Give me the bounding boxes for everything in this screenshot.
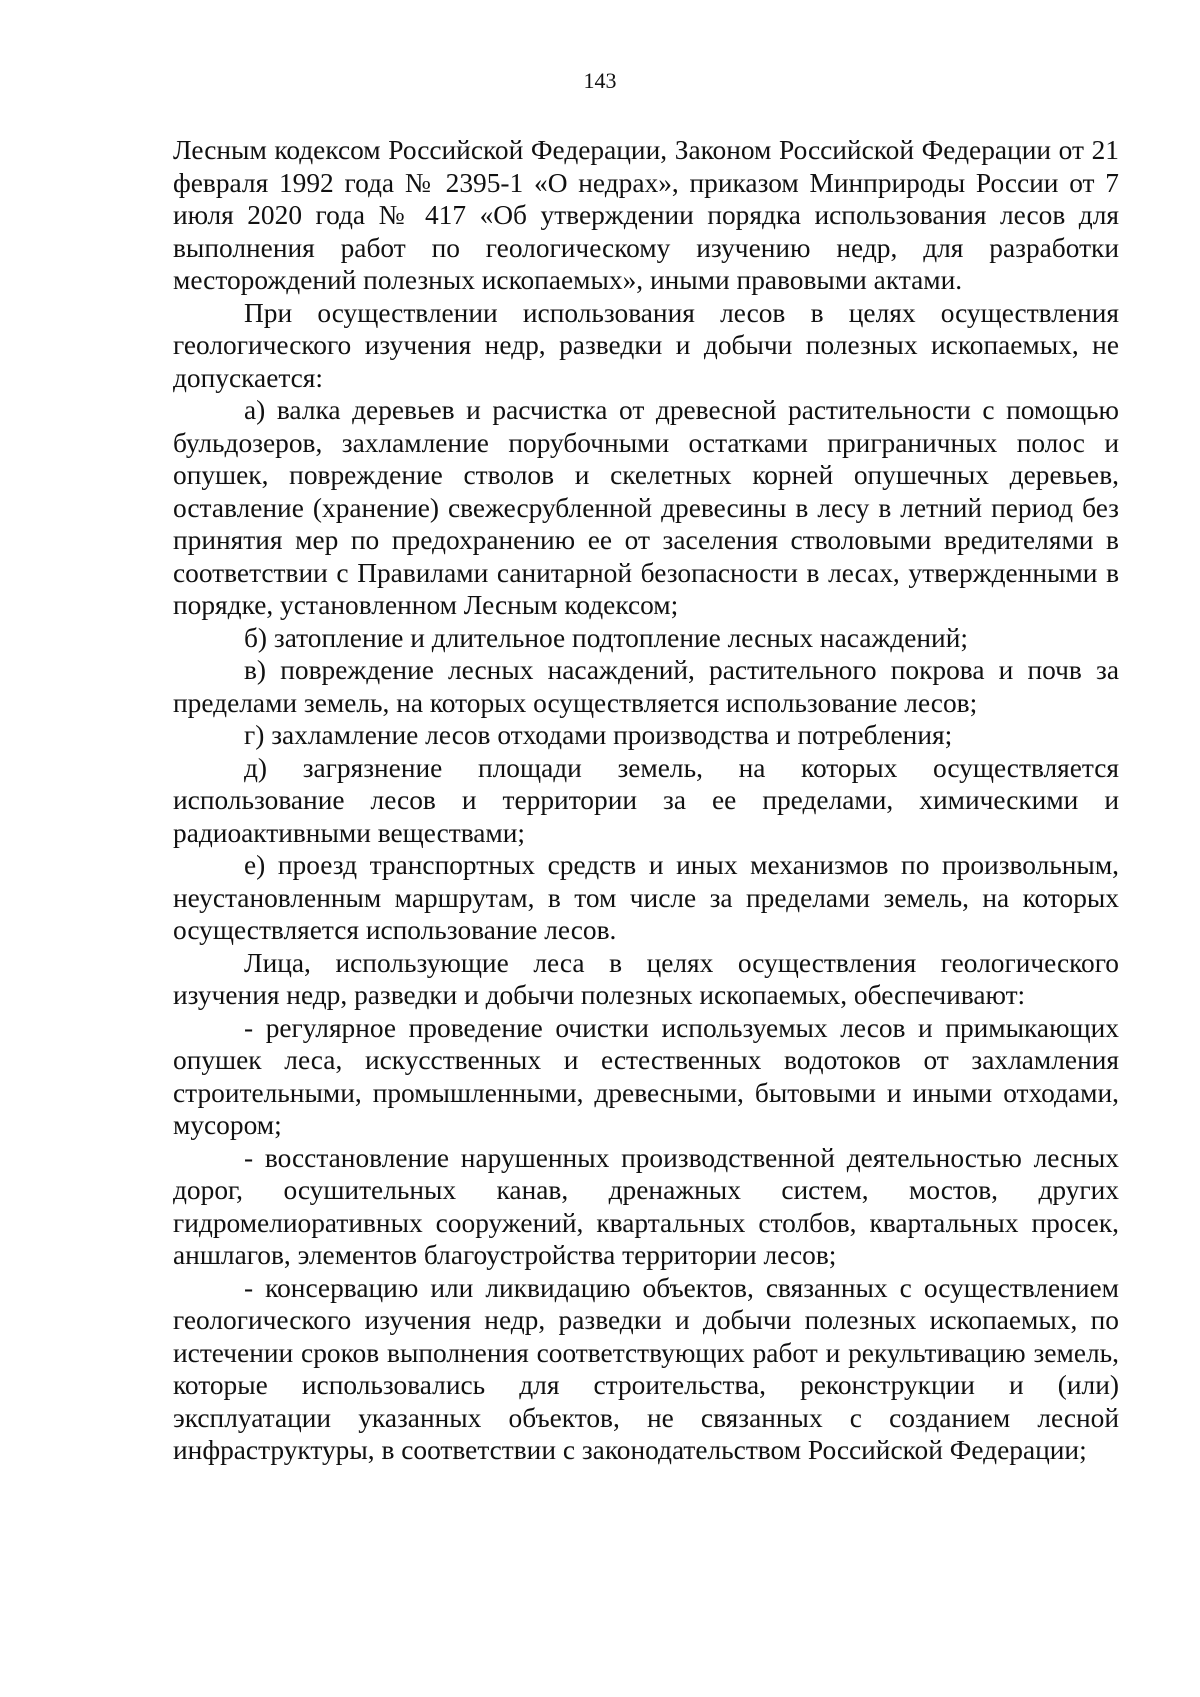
bullet-item-restoration: - восстановление нарушенных производственной деятельностью лесных дорог, осушительных канав, дренажных систем, мостов, других гидромелиоративных сооружений, квартальных столбов, квартальных просек, аншлагов, элементов благоустройства территории лесов;	[173, 1142, 1119, 1270]
list-item-g: г) захламление лесов отходами производства и потребления;	[244, 720, 953, 750]
bullet-item-conservation: - консервацию или ликвидацию объектов, связанных с осуществлением геологического изучения недр, разведки и добычи полезных ископаемых, по истечении сроков выполнения соответствующих работ и рекультивацию земель, которые использовались для строительства, реконструкции и (или) эксплуатации указанных объектов, не связанных с созданием лесной инфраструктуры, в соответствии с законодательством Российской Федерации;	[173, 1272, 1119, 1465]
list-item-v: в) повреждение лесных насаждений, растительного покрова и почв за пределами земель, на которых осуществляется использование лесов;	[173, 655, 1119, 718]
paragraph-obligations-intro: Лица, использующие леса в целях осуществления геологического изучения недр, разведки и добычи полезных ископаемых, обеспечивают:	[173, 947, 1119, 1010]
page-number: 143	[583, 68, 617, 93]
bullet-item-cleaning: - регулярное проведение очистки используемых лесов и примыкающих опушек леса, искусственных и естественных водотоков от захламления строительными, промышленными, древесными, бытовыми и иными отходами, мусором;	[173, 1012, 1119, 1140]
list-item-e: е) проезд транспортных средств и иных механизмов по произвольным, неустановленным маршрутам, в том числе за пределами земель, на которых осуществляется использование лесов.	[173, 850, 1119, 945]
list-item-a: а) валка деревьев и расчистка от древесной растительности с помощью бульдозеров, захламление порубочными остатками приграничных полос и опушек, повреждение стволов и скелетных корней опушечных деревьев, оставление (хранение) свежесрубленной древесины в лесу в летний период без принятия мер по предохранению ее от заселения стволовыми вредителями в соответствии с Правилами санитарной безопасности в лесах, утвержденными в порядке, установленном Лесным кодексом;	[173, 395, 1119, 620]
list-item-d: д) загрязнение площади земель, на которых осуществляется использование лесов и территории за ее пределами, химическими и радиоактивными веществами;	[173, 752, 1119, 848]
paragraph-legal-basis-continuation: Лесным кодексом Российской Федерации, Законом Российской Федерации от 21 февраля 1992 года № 2395-1 «О недрах», приказом Минприроды России от 7 июля 2020 года № 417 «Об утверждении порядка использования лесов для выполнения работ по геологическому изучению недр, для разработки месторождений полезных ископаемых», иными правовыми актами.	[173, 135, 1119, 295]
document-body	[173, 134, 1119, 1467]
paragraph-prohibitions-intro: При осуществлении использования лесов в целях осуществления геологического изучения недр, разведки и добычи полезных ископаемых, не допускается:	[173, 297, 1119, 393]
list-item-b: б) затопление и длительное подтопление лесных насаждений;	[244, 622, 968, 653]
